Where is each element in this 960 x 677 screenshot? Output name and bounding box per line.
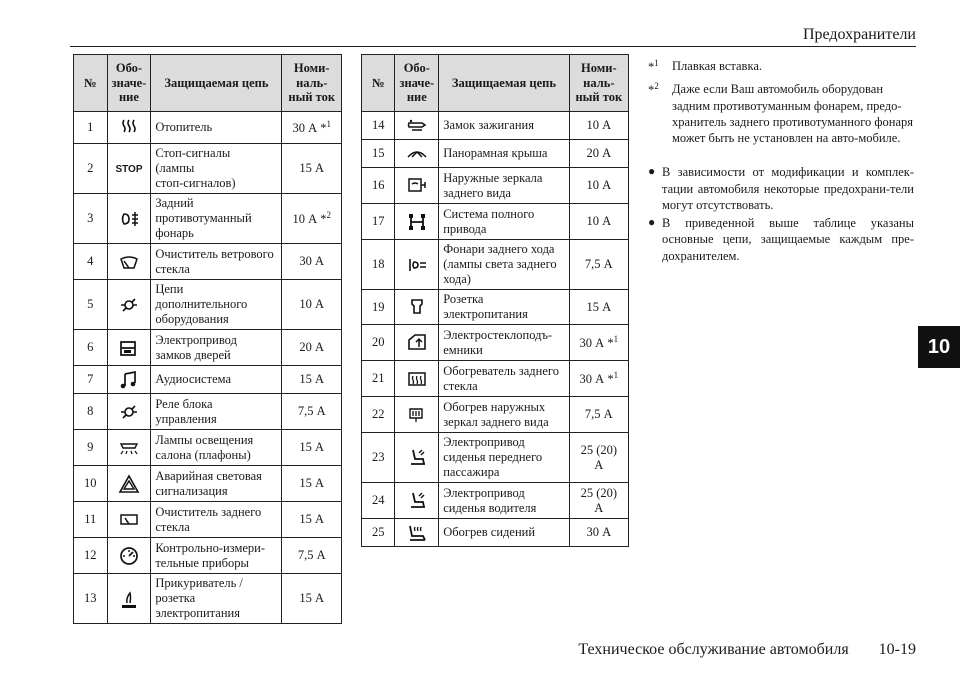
fuse-rating: 10 А (569, 112, 628, 140)
header-rule (70, 46, 916, 47)
footnotes (648, 58, 914, 146)
mirror-heater-icon (395, 397, 439, 433)
fuse-rating: 15 А (282, 502, 342, 538)
footnote-mark: *$^1$ (648, 58, 659, 75)
fuse-number: 20 (362, 325, 395, 361)
notes-bullets (648, 164, 914, 264)
fuse-number: 18 (362, 240, 395, 290)
page-header-title: Предохранители (802, 26, 916, 43)
protected-circuit: Наружные зеркала заднего вида (439, 168, 569, 204)
table-row (362, 168, 629, 204)
protected-circuit: Стоп-сигналы (лампы стоп-сигналов) (151, 144, 282, 194)
fuse-number: 3 (74, 194, 108, 244)
rear-defogger-icon (395, 361, 439, 397)
ignition-key-icon (395, 112, 439, 140)
hazard-warning-icon (107, 466, 151, 502)
table-row (362, 140, 629, 168)
table-row (362, 204, 629, 240)
fuse-rating: 30 А (282, 244, 342, 280)
fuse-rating: 25 (20) А (569, 433, 628, 483)
fuse-number: 4 (74, 244, 108, 280)
footnote (648, 58, 914, 75)
fuse-number: 11 (74, 502, 108, 538)
fuse-table-right (361, 54, 629, 547)
stop-lamp-icon (107, 144, 151, 194)
table-row (74, 194, 342, 244)
fuse-number: 15 (362, 140, 395, 168)
rear-fog-lamp-icon (107, 194, 151, 244)
protected-circuit: Контрольно-измери- тельные приборы (151, 538, 282, 574)
fuse-number: 13 (74, 574, 108, 624)
fuse-number: 22 (362, 397, 395, 433)
page-footer (578, 641, 916, 659)
table-row (74, 280, 342, 330)
protected-circuit: Очиститель ветрового стекла (151, 244, 282, 280)
fuse-number: 7 (74, 366, 108, 394)
footnote (648, 81, 914, 146)
protected-circuit: Электропривод сиденья водителя (439, 483, 569, 519)
fuse-number: 14 (362, 112, 395, 140)
fuse-rating: 10 А (569, 168, 628, 204)
page-number: 10-19 (878, 641, 916, 658)
fuse-rating: 15 А (282, 144, 342, 194)
table-row (362, 240, 629, 290)
heater-icon (107, 112, 151, 144)
table-row (74, 430, 342, 466)
fuse-rating: 10 А *$^2$ (282, 194, 342, 244)
fuse-number: 24 (362, 483, 395, 519)
fuse-rating: 25 (20) А (569, 483, 628, 519)
table-row (362, 483, 629, 519)
header-circuit: Защищаемая цепь (439, 55, 569, 112)
fuse-rating: 15 А (569, 290, 628, 325)
stop-label: STOP (115, 164, 143, 175)
fuse-rating: 30 А *$^1$ (569, 325, 628, 361)
bullet-item (648, 215, 914, 264)
door-mirror-icon (395, 168, 439, 204)
bullet-dot-icon: ● (648, 164, 656, 179)
table-row (362, 519, 629, 547)
protected-circuit: Электропривод сиденья переднего пассажира (439, 433, 569, 483)
table-row (74, 574, 342, 624)
table-row (362, 290, 629, 325)
seat-heater-icon (395, 519, 439, 547)
fuse-rating: 7,5 А (282, 394, 342, 430)
protected-circuit: Фонари заднего хода (лампы света заднего хода) (439, 240, 569, 290)
table-row (74, 244, 342, 280)
protected-circuit: Обогрев сидений (439, 519, 569, 547)
bullet-text: В зависимости от модификации и комплек-тации автомобиля некоторые предохрани-тели могут отсутствовать. (662, 165, 914, 212)
protected-circuit: Очиститель заднего стекла (151, 502, 282, 538)
bullet-text: В приведенной выше таблице указаны основные цепи, защищаемые каждым пре-дохранителем. (662, 216, 914, 263)
protected-circuit: Панорамная крыша (439, 140, 569, 168)
fuse-rating: 15 А (282, 366, 342, 394)
fuse-rating: 10 А (282, 280, 342, 330)
notes (648, 58, 914, 266)
accessory-circuit-icon (107, 280, 151, 330)
fuse-number: 2 (74, 144, 108, 194)
table-row (362, 112, 629, 140)
footer-section: Техническое обслуживание автомобиля (578, 641, 849, 658)
chapter-tab: 10 (918, 326, 960, 368)
table-row (74, 144, 342, 194)
protected-circuit: Цепи дополнительного оборудования (151, 280, 282, 330)
fuse-rating: 20 А (569, 140, 628, 168)
fuse-rating: 7,5 А (282, 538, 342, 574)
fuse-number: 9 (74, 430, 108, 466)
protected-circuit: Обогреватель заднего стекла (439, 361, 569, 397)
sunroof-icon (395, 140, 439, 168)
fuse-rating: 30 А *$^1$ (569, 361, 628, 397)
protected-circuit: Розетка электропитания (439, 290, 569, 325)
fuse-table-left (73, 54, 342, 624)
header-rating: Номи- наль- ный ток (282, 55, 342, 112)
protected-circuit: Аудиосистема (151, 366, 282, 394)
fuse-rating: 15 А (282, 574, 342, 624)
table-row (74, 538, 342, 574)
fuse-number: 12 (74, 538, 108, 574)
fuse-number: 17 (362, 204, 395, 240)
front-wiper-icon (107, 244, 151, 280)
fuse-number: 19 (362, 290, 395, 325)
reverse-lamp-icon (395, 240, 439, 290)
fuse-number: 16 (362, 168, 395, 204)
protected-circuit: Лампы освещения салона (плафоны) (151, 430, 282, 466)
audio-icon (107, 366, 151, 394)
fuse-rating: 10 А (569, 204, 628, 240)
fuse-rating: 7,5 А (569, 397, 628, 433)
table-row (74, 330, 342, 366)
awd-system-icon (395, 204, 439, 240)
passenger-power-seat-icon (395, 433, 439, 483)
fuse-rating: 7,5 А (569, 240, 628, 290)
protected-circuit: Задний противотуманный фонарь (151, 194, 282, 244)
interior-lamp-icon (107, 430, 151, 466)
fuse-number: 23 (362, 433, 395, 483)
table-row (74, 502, 342, 538)
footnote-text: Даже если Ваш автомобиль оборудован задним противотуманным фонарем, предо-хранитель заднего противотуманного фонаря может быть не установлен на авто-мобиле. (672, 82, 914, 146)
fuse-number: 8 (74, 394, 108, 430)
table-row (74, 394, 342, 430)
header-num: № (74, 55, 108, 112)
protected-circuit: Реле блока управления (151, 394, 282, 430)
relay-icon (107, 394, 151, 430)
fuse-number: 21 (362, 361, 395, 397)
protected-circuit: Обогрев наружных зеркал заднего вида (439, 397, 569, 433)
fuse-rating: 15 А (282, 430, 342, 466)
header-symbol: Обо- значе- ние (107, 55, 151, 112)
protected-circuit: Система полного привода (439, 204, 569, 240)
table-row (74, 466, 342, 502)
fuse-number: 5 (74, 280, 108, 330)
bullet-item (648, 164, 914, 213)
header-num: № (362, 55, 395, 112)
fuse-number: 25 (362, 519, 395, 547)
header-circuit: Защищаемая цепь (151, 55, 282, 112)
protected-circuit: Электростеклоподъ- емники (439, 325, 569, 361)
protected-circuit: Аварийная световая сигнализация (151, 466, 282, 502)
bullet-dot-icon: ● (648, 215, 656, 230)
door-lock-icon (107, 330, 151, 366)
header-rating: Номи- наль- ный ток (569, 55, 628, 112)
header-symbol: Обо- значе- ние (395, 55, 439, 112)
fuse-rating: 20 А (282, 330, 342, 366)
fuse-rating: 15 А (282, 466, 342, 502)
gauge-icon (107, 538, 151, 574)
rear-wiper-icon (107, 502, 151, 538)
fuse-rating: 30 А (569, 519, 628, 547)
table-row (362, 325, 629, 361)
fuse-number: 10 (74, 466, 108, 502)
table-row (74, 112, 342, 144)
power-window-icon (395, 325, 439, 361)
power-socket-icon (395, 290, 439, 325)
cigarette-lighter-icon (107, 574, 151, 624)
driver-power-seat-icon (395, 483, 439, 519)
table-row (362, 397, 629, 433)
protected-circuit: Замок зажигания (439, 112, 569, 140)
footnote-mark: *$^2$ (648, 81, 659, 98)
protected-circuit: Прикуриватель / розетка электропитания (151, 574, 282, 624)
fuse-number: 1 (74, 112, 108, 144)
table-row (74, 366, 342, 394)
fuse-rating: 30 А *$^1$ (282, 112, 342, 144)
table-row (362, 433, 629, 483)
table-row (362, 361, 629, 397)
protected-circuit: Электропривод замков дверей (151, 330, 282, 366)
protected-circuit: Отопитель (151, 112, 282, 144)
fuse-number: 6 (74, 330, 108, 366)
footnote-text: Плавкая вставка. (672, 59, 763, 73)
